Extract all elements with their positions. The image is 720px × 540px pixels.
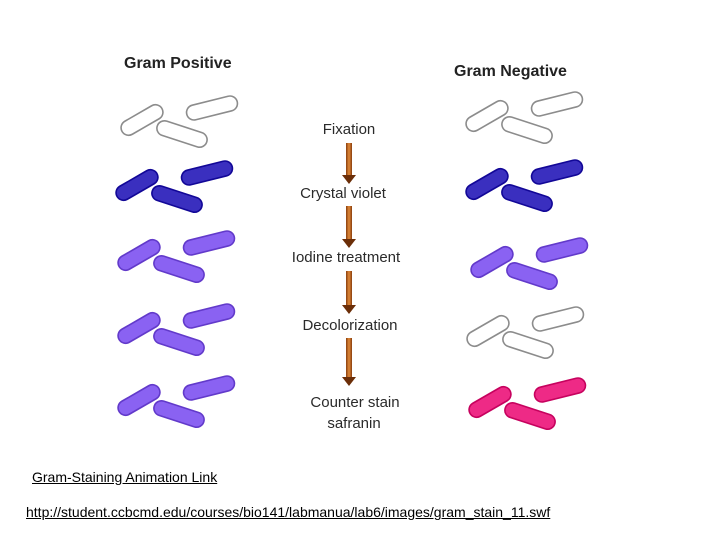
gram-positive-bacterium [152, 399, 206, 429]
down-arrow-shaft [346, 338, 352, 378]
gram-negative-heading: Gram Negative [454, 63, 567, 80]
gram-positive-column [113, 94, 239, 429]
gram-positive-bacterium [150, 184, 204, 214]
gram-negative-bacterium [535, 236, 589, 263]
step-safranin-label: safranin [327, 415, 381, 432]
gram-positive-bacterium [180, 159, 234, 186]
gram-positive-heading: Gram Positive [124, 55, 232, 72]
gram-positive-bacterium [152, 254, 206, 284]
gram-negative-bacterium [531, 305, 585, 332]
step-fixation-label: Fixation [322, 121, 376, 138]
step-crystal-violet-label: Crystal violet [300, 185, 386, 202]
gram-negative-bacterium [533, 376, 587, 403]
down-arrow-shaft [346, 206, 352, 240]
down-arrow-shaft [346, 143, 352, 176]
gram-positive-bacterium [185, 94, 239, 121]
gram-negative-bacterium [500, 115, 554, 145]
gram-negative-bacterium [530, 90, 584, 117]
step-decolorization-label: Decolorization [302, 317, 398, 334]
gram-positive-bacterium [152, 327, 206, 357]
down-arrow-head [342, 377, 356, 386]
animation-link[interactable]: Gram-Staining Animation Link [32, 469, 218, 485]
gram-negative-bacterium [505, 261, 559, 291]
down-arrow-shaft [346, 271, 352, 306]
gram-negative-bacterium [530, 158, 584, 185]
gram-negative-column [463, 90, 589, 431]
gram-negative-bacterium [501, 330, 555, 360]
gram-positive-bacterium [182, 374, 236, 401]
step-counter-stain-label: Counter stain [310, 394, 400, 411]
step-iodine-label: Iodine treatment [291, 249, 401, 266]
animation-url-link[interactable]: http://student.ccbcmd.edu/courses/bio141/labmanua/lab6/images/gram_stain_11.swf [26, 504, 551, 520]
gram-negative-bacterium [503, 401, 557, 431]
gram-positive-bacterium [182, 229, 236, 256]
gram-negative-bacterium [500, 183, 554, 213]
down-arrow-head [342, 305, 356, 314]
gram-positive-bacterium [182, 302, 236, 329]
gram-positive-bacterium [155, 119, 209, 149]
down-arrow-head [342, 175, 356, 184]
down-arrow-head [342, 239, 356, 248]
